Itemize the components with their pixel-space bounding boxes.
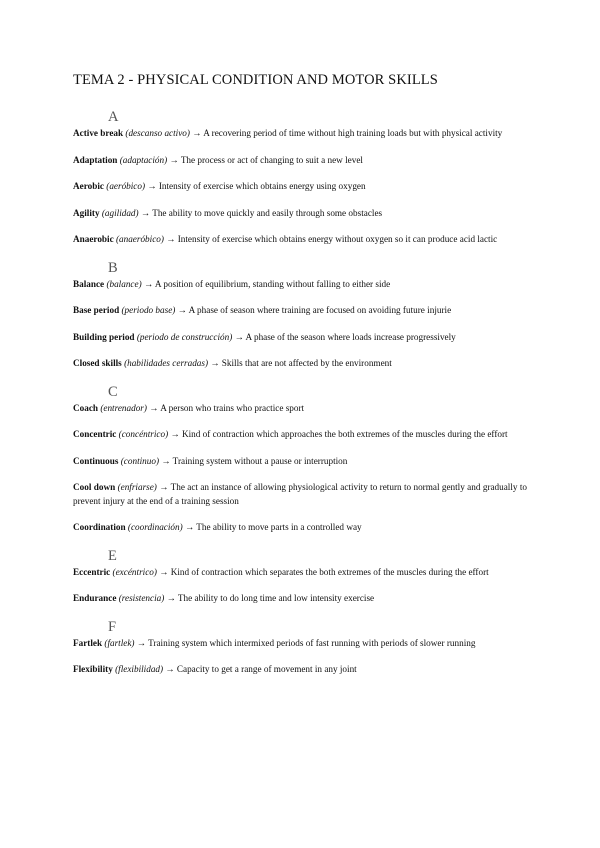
entry-definition: Capacity to get a range of movement in any joint bbox=[176, 664, 357, 674]
entry-spanish: (balance) bbox=[106, 278, 142, 289]
glossary-entry bbox=[73, 521, 527, 535]
entry-term: Fartlek bbox=[73, 637, 103, 648]
glossary-entry bbox=[73, 402, 527, 416]
entry-definition: The ability to move parts in a controlled way bbox=[196, 522, 362, 532]
entry-spanish: (anaeróbico) bbox=[115, 234, 164, 244]
arrow-icon: → bbox=[147, 181, 157, 191]
entry-definition: Intensity of exercise which obtains energy without oxygen so it can produce acid lactic bbox=[177, 234, 498, 244]
entry-spanish: (concéntrico) bbox=[118, 429, 169, 439]
entry-spanish: (enfriarse) bbox=[117, 482, 157, 492]
glossary-entry bbox=[73, 592, 527, 606]
glossary-entry bbox=[73, 357, 527, 371]
entry-term: Balance bbox=[73, 278, 105, 289]
entry-term: Concentric bbox=[73, 429, 117, 439]
section-letter: F bbox=[108, 618, 117, 635]
arrow-icon: → bbox=[234, 331, 244, 342]
entry-definition: A recovering period of time without high training loads but with physical activity bbox=[203, 128, 503, 138]
glossary-section bbox=[73, 619, 527, 677]
section-letter: E bbox=[108, 547, 117, 564]
entry-term: Coordination bbox=[73, 522, 126, 532]
entry-definition: Kind of contraction which approaches the both extremes of the muscles during the effort bbox=[181, 429, 508, 439]
arrow-icon: → bbox=[184, 522, 195, 532]
entry-spanish: (agilidad) bbox=[101, 207, 139, 218]
arrow-icon: → bbox=[136, 637, 146, 648]
glossary bbox=[73, 109, 527, 690]
entry-term: Flexibility bbox=[73, 664, 113, 674]
entry-spanish: (continuo) bbox=[120, 455, 160, 466]
entry-definition: Kind of contraction which separates the both extremes of the muscles during the effort bbox=[170, 566, 489, 577]
section-letter: C bbox=[108, 383, 118, 400]
arrow-icon: → bbox=[140, 207, 151, 218]
entry-definition: Intensity of exercise which obtains energy using oxygen bbox=[158, 181, 366, 191]
entry-definition: Training system without a pause or interruption bbox=[172, 455, 348, 466]
arrow-icon: → bbox=[192, 128, 202, 138]
entry-definition: The ability to move quickly and easily through some obstacles bbox=[152, 207, 383, 218]
section-letter: A bbox=[108, 109, 119, 125]
entry-definition: Training system which intermixed periods of fast running with periods of slower running bbox=[148, 637, 476, 648]
glossary-entry bbox=[73, 331, 527, 345]
arrow-icon: → bbox=[177, 305, 187, 315]
entry-spanish: (periodo de construcción) bbox=[136, 331, 233, 342]
glossary-entry bbox=[73, 663, 527, 677]
entry-spanish: (periodo base) bbox=[121, 305, 176, 315]
entry-spanish: (fartlek) bbox=[104, 637, 135, 648]
glossary-entry bbox=[73, 637, 527, 651]
entry-term: Active break bbox=[73, 128, 124, 138]
entry-term: Cool down bbox=[73, 482, 116, 492]
entry-term: Anaerobic bbox=[73, 234, 114, 244]
entry-spanish: (aeróbico) bbox=[106, 181, 146, 191]
entry-term: Building period bbox=[73, 331, 135, 342]
entry-spanish: (habilidades cerradas) bbox=[124, 358, 209, 368]
entry-term: Base period bbox=[73, 305, 120, 315]
arrow-icon: → bbox=[159, 566, 169, 577]
entry-definition: The process or act of changing to suit a new level bbox=[180, 154, 363, 165]
glossary-entry bbox=[73, 180, 527, 194]
arrow-icon: → bbox=[165, 664, 175, 674]
entry-definition: A position of equilibrium, standing without falling to either side bbox=[154, 278, 391, 289]
entry-definition: A phase of the season where loads increase progressively bbox=[245, 331, 456, 342]
page-title: TEMA 2 - PHYSICAL CONDITION AND MOTOR SKILLS bbox=[73, 72, 438, 88]
arrow-icon: → bbox=[210, 358, 220, 368]
entry-term: Eccentric bbox=[73, 566, 111, 577]
arrow-icon: → bbox=[166, 593, 176, 603]
arrow-icon: → bbox=[143, 278, 154, 289]
arrow-icon: → bbox=[166, 234, 176, 244]
entry-spanish: (flexibilidad) bbox=[115, 664, 164, 674]
glossary-entry bbox=[73, 207, 527, 221]
arrow-icon: → bbox=[169, 154, 179, 165]
entry-spanish: (entrenador) bbox=[100, 402, 147, 413]
glossary-section bbox=[73, 548, 527, 606]
entry-spanish: (descanso activo) bbox=[125, 128, 190, 138]
entry-definition: A person who trains who practice sport bbox=[160, 402, 305, 413]
arrow-icon: → bbox=[159, 482, 169, 492]
glossary-entry bbox=[73, 233, 527, 247]
entry-spanish: (resistencia) bbox=[118, 593, 165, 603]
entry-term: Closed skills bbox=[73, 358, 122, 368]
entry-spanish: (adaptación) bbox=[119, 154, 168, 165]
entry-definition: Skills that are not affected by the environment bbox=[221, 358, 392, 368]
glossary-entry bbox=[73, 127, 527, 141]
arrow-icon: → bbox=[170, 429, 180, 439]
entry-definition: The act an instance of allowing physiological activity to return to normal gently and gradually to prevent injury at the end of a training session bbox=[73, 482, 528, 506]
glossary-entry bbox=[73, 428, 527, 442]
glossary-section bbox=[73, 109, 527, 247]
entry-spanish: (excéntrico) bbox=[112, 566, 157, 577]
entry-term: Coach bbox=[73, 402, 99, 413]
entry-term: Aerobic bbox=[73, 181, 104, 191]
entry-term: Adaptation bbox=[73, 154, 118, 165]
arrow-icon: → bbox=[149, 402, 159, 413]
glossary-entry bbox=[73, 154, 527, 168]
glossary-section bbox=[73, 384, 527, 535]
glossary-entry bbox=[73, 481, 527, 508]
glossary-section bbox=[73, 260, 527, 371]
entry-term: Continuous bbox=[73, 455, 119, 466]
arrow-icon: → bbox=[161, 455, 171, 466]
entry-term: Endurance bbox=[73, 593, 117, 603]
glossary-entry bbox=[73, 455, 527, 469]
glossary-entry bbox=[73, 566, 527, 580]
glossary-entry bbox=[73, 304, 527, 318]
entry-definition: The ability to do long time and low intensity exercise bbox=[177, 593, 375, 603]
entry-definition: A phase of season where training are focused on avoiding future injurie bbox=[188, 305, 452, 315]
entry-term: Agility bbox=[73, 207, 100, 218]
glossary-entry bbox=[73, 278, 527, 292]
entry-spanish: (coordinación) bbox=[127, 522, 183, 532]
section-letter: B bbox=[108, 259, 118, 276]
